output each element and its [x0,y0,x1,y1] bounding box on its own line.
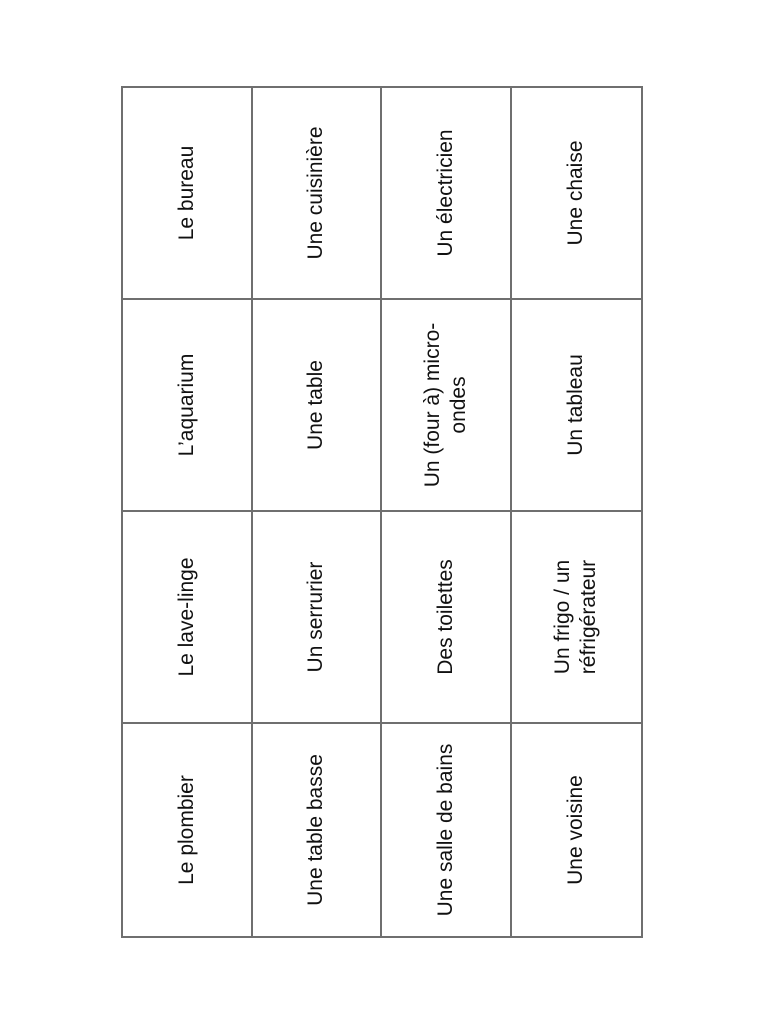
card-label: Une chaise [564,140,588,246]
card-une-voisine [512,724,642,936]
card-label: Une cuisinière [304,126,328,260]
card-le-lave-linge [123,512,253,724]
card-un-serrurier [253,512,383,724]
card-micro-ondes [382,300,512,512]
vocabulary-card-grid [121,86,643,938]
card-label: L’aquarium [174,353,198,457]
card-label: Une voisine [564,775,588,885]
card-un-frigo [512,512,642,724]
card-label: Le bureau [174,145,198,241]
card-label: Un frigo / un réfrigérateur [551,559,601,675]
card-label: Un serrurier [304,561,328,673]
card-label: Des toilettes [433,559,457,675]
card-label: Une salle de bains [433,743,457,917]
card-label: Un tableau [564,354,588,456]
card-l-aquarium [123,300,253,512]
card-label: Le lave-linge [174,557,198,677]
card-une-table-basse [253,724,383,936]
card-un-tableau [512,300,642,512]
card-label: Une table [304,360,328,450]
card-une-table [253,300,383,512]
card-label: Un électricien [433,129,457,257]
card-label: Le plombier [174,775,198,885]
card-label: Un (four à) micro-ondes [420,322,470,488]
card-une-chaise [512,88,642,300]
card-une-salle-de-bains [382,724,512,936]
card-le-bureau [123,88,253,300]
card-une-cuisiniere [253,88,383,300]
card-le-plombier [123,724,253,936]
card-label: Une table basse [304,754,328,906]
card-un-electricien [382,88,512,300]
card-des-toilettes [382,512,512,724]
